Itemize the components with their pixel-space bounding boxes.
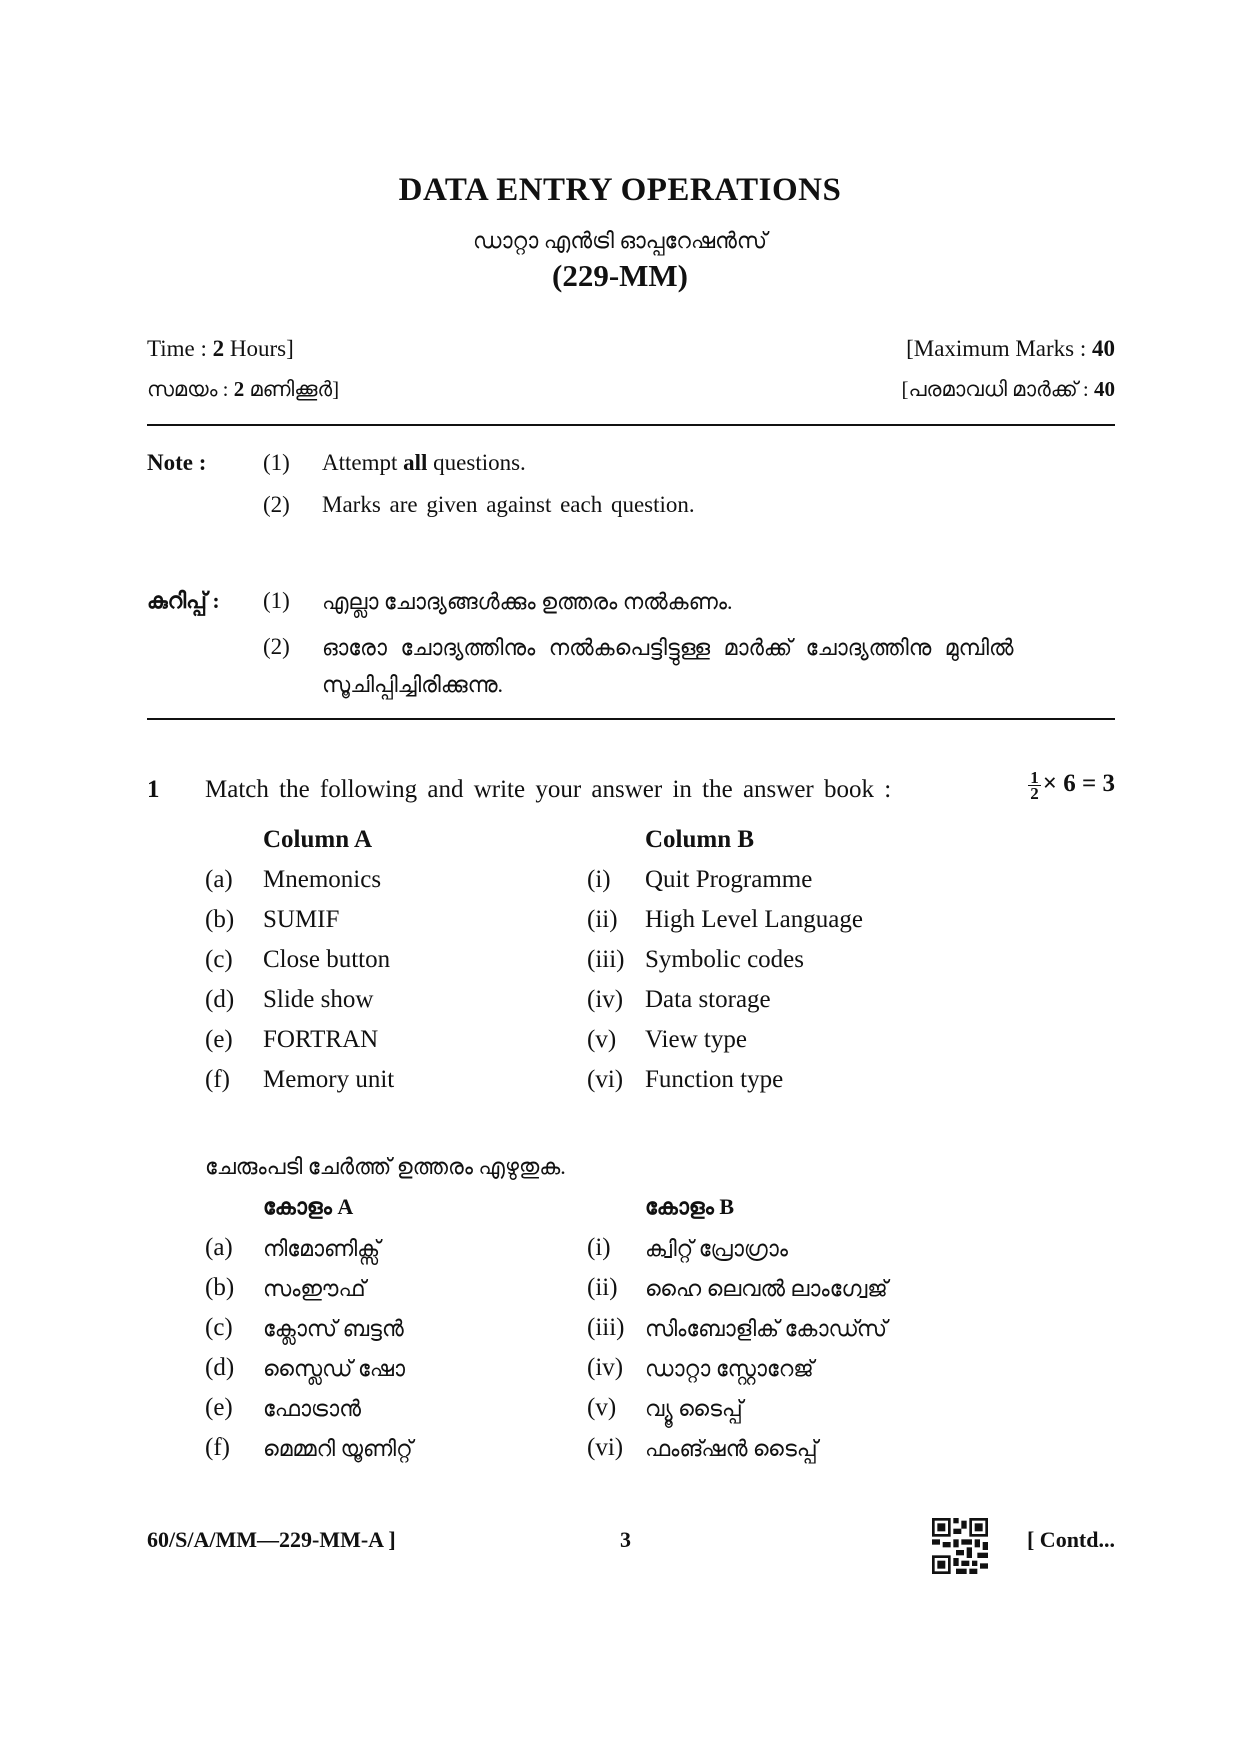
footer-code: 60/S/A/MM—229-MM-A ] bbox=[147, 1527, 396, 1552]
ml-col-a-label: (c) bbox=[205, 1314, 233, 1341]
ml-col-b-item: ക്വിറ്റ് പ്രോഗ്രാം bbox=[645, 1236, 789, 1261]
ml-col-a-item: സ്ലൈഡ് ഷോ bbox=[263, 1356, 406, 1381]
col-a-label: (a) bbox=[205, 866, 233, 893]
ml-col-a-item: ഫോട്രാൻ bbox=[263, 1396, 362, 1421]
col-a-item: Memory unit bbox=[263, 1066, 395, 1093]
note-ml-1-num: (1) bbox=[263, 588, 290, 613]
ml-col-b-item: ഫംങ്ഷൻ ടൈപ്പ് bbox=[645, 1436, 818, 1461]
col-b-item: Quit Programme bbox=[645, 866, 813, 893]
page-title: DATA ENTRY OPERATIONS bbox=[398, 172, 842, 208]
divider-top bbox=[147, 424, 1115, 426]
ml-col-b-item: സിംബോളിക് കോഡ്സ് bbox=[645, 1316, 888, 1341]
column-b-heading: Column B bbox=[645, 826, 755, 853]
note-2-num: (2) bbox=[263, 492, 290, 517]
col-a-item: SUMIF bbox=[263, 906, 340, 933]
ml-col-b-label: (i) bbox=[587, 1234, 611, 1261]
col-a-item: Mnemonics bbox=[263, 866, 382, 893]
ml-col-a-item: നിമോണിക്സ് bbox=[263, 1236, 381, 1261]
ml-col-b-label: (vi) bbox=[587, 1434, 624, 1461]
divider-bottom bbox=[147, 718, 1115, 720]
ml-column-a-heading: കോളം A bbox=[263, 1194, 354, 1219]
paper-code: (229-MM) bbox=[552, 258, 688, 293]
note-label-ml: കുറിപ്പ് : bbox=[147, 588, 220, 613]
note-ml-2-line1: ഓരോ ചോദ്യത്തിനും നൽകപെട്ടിട്ടുള്ള മാർക്ക് ചോദ്യത്തിനു മുമ്പിൽ bbox=[322, 635, 1014, 660]
col-b-label: (iii) bbox=[587, 946, 625, 973]
col-a-label: (c) bbox=[205, 946, 233, 973]
ml-col-b-label: (iv) bbox=[587, 1354, 624, 1381]
question-number: 1 bbox=[147, 776, 160, 803]
col-a-label: (f) bbox=[205, 1066, 230, 1093]
col-b-label: (vi) bbox=[587, 1066, 624, 1093]
max-marks-en: [Maximum Marks : 40 bbox=[906, 336, 1115, 361]
col-b-item: View type bbox=[645, 1026, 747, 1053]
ml-col-b-item: വ്യൂ ടൈപ്പ് bbox=[645, 1396, 743, 1421]
max-marks-ml: [പരമാവധി മാർക്ക് : 40 bbox=[901, 377, 1115, 401]
column-a-heading: Column A bbox=[263, 826, 373, 853]
page-title-malayalam: ഡാറ്റാ എൻട്രി ഓപ്പറേഷൻസ് bbox=[472, 228, 768, 253]
col-a-item: Slide show bbox=[263, 986, 374, 1013]
col-b-item: Symbolic codes bbox=[645, 946, 805, 973]
col-a-item: FORTRAN bbox=[263, 1026, 379, 1053]
col-b-item: Function type bbox=[645, 1066, 784, 1093]
col-a-label: (b) bbox=[205, 906, 235, 933]
note-ml-1-text: എല്ലാ ചോദ്യങ്ങൾക്കും ഉത്തരം നൽകണം. bbox=[322, 589, 733, 614]
ml-instruction: ചേരുംപടി ചേർത്ത് ഉത്തരം എഴുതുക. bbox=[205, 1154, 566, 1179]
note-label: Note : bbox=[147, 450, 207, 475]
ml-col-b-item: ഡാറ്റാ സ്റ്റോറേജ് bbox=[645, 1356, 814, 1381]
note-ml-2-num: (2) bbox=[263, 634, 290, 659]
ml-col-a-label: (f) bbox=[205, 1434, 230, 1461]
col-a-label: (e) bbox=[205, 1026, 233, 1053]
time-ml: സമയം : 2 മണിക്കൂർ] bbox=[147, 377, 340, 401]
note-1-num: (1) bbox=[263, 450, 290, 475]
col-b-item: High Level Language bbox=[645, 906, 863, 933]
ml-col-a-label: (a) bbox=[205, 1234, 233, 1261]
ml-column-b-heading: കോളം B bbox=[645, 1194, 734, 1219]
question-text: Match the following and write your answer in the answer book : bbox=[205, 776, 892, 803]
ml-col-a-label: (e) bbox=[205, 1394, 233, 1421]
note-ml-2-line2: സൂചിപ്പിച്ചിരിക്കുന്നു. bbox=[322, 672, 504, 697]
contd-label: [ Contd... bbox=[1026, 1527, 1115, 1552]
col-a-label: (d) bbox=[205, 986, 235, 1013]
ml-col-a-item: സംഈഫ് bbox=[263, 1276, 366, 1301]
question-marks: $\frac{1}{2}$ × 6 = 3 bbox=[1030, 768, 1115, 803]
ml-col-b-label: (iii) bbox=[587, 1314, 625, 1341]
col-a-item: Close button bbox=[263, 946, 391, 973]
ml-col-a-label: (b) bbox=[205, 1274, 235, 1301]
ml-col-a-item: ക്ലോസ് ബട്ടൻ bbox=[263, 1316, 404, 1341]
ml-col-b-item: ഹൈ ലെവൽ ലാംഗ്വേജ് bbox=[645, 1276, 888, 1301]
col-b-label: (v) bbox=[587, 1026, 617, 1053]
col-b-label: (i) bbox=[587, 866, 611, 893]
page-number: 3 bbox=[620, 1527, 631, 1552]
qr-code-icon bbox=[932, 1518, 988, 1574]
ml-col-b-label: (v) bbox=[587, 1394, 617, 1421]
col-b-item: Data storage bbox=[645, 986, 771, 1013]
time-en: Time : 2 Hours] bbox=[147, 336, 294, 361]
col-b-label: (iv) bbox=[587, 986, 624, 1013]
ml-col-a-label: (d) bbox=[205, 1354, 235, 1381]
note-1-text: Attempt all questions. bbox=[322, 450, 526, 475]
ml-col-b-label: (ii) bbox=[587, 1274, 618, 1301]
col-b-label: (ii) bbox=[587, 906, 618, 933]
note-2-text: Marks are given against each question. bbox=[322, 492, 695, 517]
ml-col-a-item: മെമ്മറി യൂണിറ്റ് bbox=[263, 1436, 413, 1461]
